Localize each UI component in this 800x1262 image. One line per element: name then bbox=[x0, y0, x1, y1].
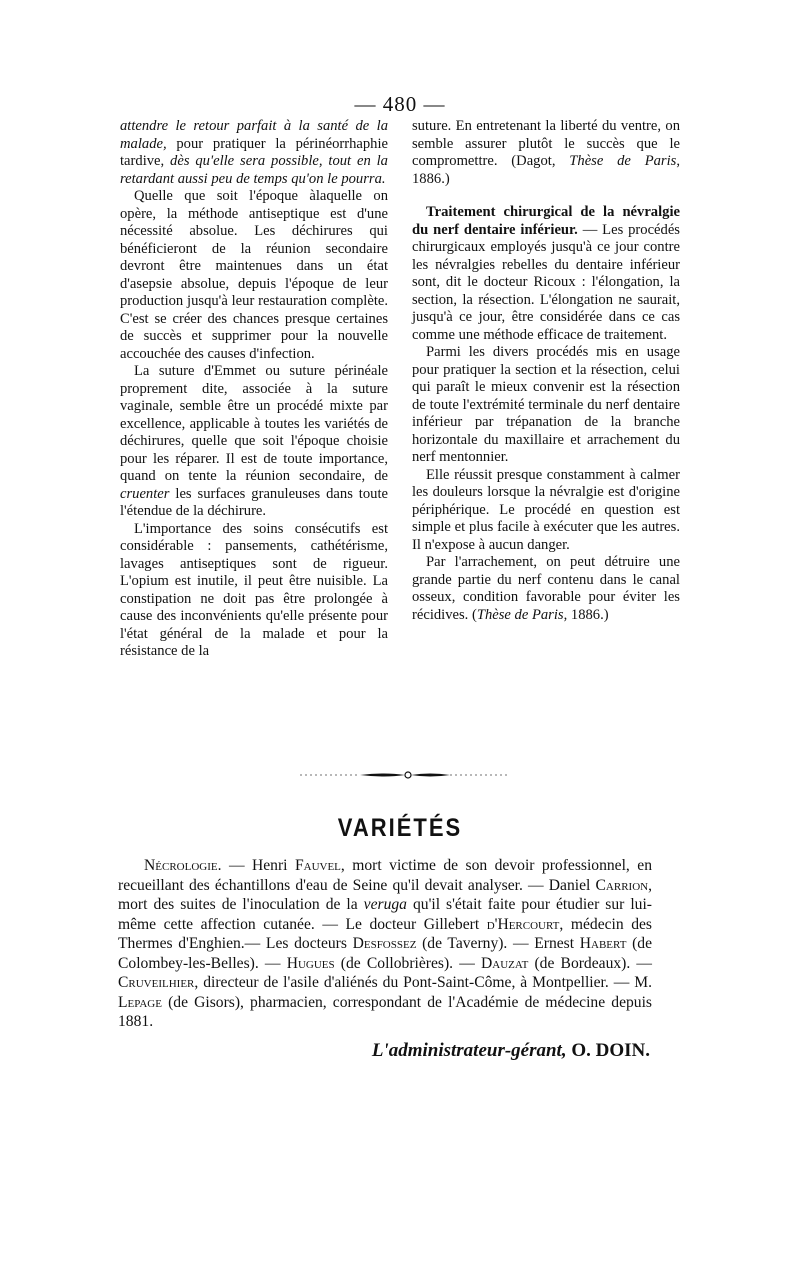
text-run: (de Taverny). — Ernest bbox=[416, 935, 580, 952]
person-name: Hugues bbox=[286, 954, 335, 972]
person-name: Desfossez bbox=[352, 935, 417, 952]
left-paragraph-4: L'importance des soins consécutifs est considérable : pansements, cathétérisme, lavages antiseptiques sont de rigueur. L'opium est inutile, il peut être nuisible. La constipation ne doit pas être prolongée à cause des inconvénients qu'elle présente pour l'état général de la malade et pour la résistance de la bbox=[120, 520, 388, 659]
italic-term: veruga bbox=[363, 896, 407, 913]
left-p3-italic: cruenter bbox=[120, 485, 170, 502]
left-p3-a: La suture d'Emmet ou suture périnéale proprement dite, associée à la suture vaginale, semble être un procédé mixte par excellence, applicable à toutes les variétés de déchirures, quelle que soit l'époque choisie pour les réparer. Il est de toute importance, quand on tente la réunion secondaire, de bbox=[120, 363, 388, 484]
right-column bbox=[412, 118, 680, 624]
left-p1-italic-b: dès qu'elle sera possible, tout en la retardant aussi peu de temps qu'on le pourra. bbox=[120, 153, 388, 187]
left-paragraph-2: Quelle que soit l'époque àlaquelle on opère, la méthode antiseptique est d'une nécessité absolue. Les déchirures qui bénéficieront de la réunion secondaire devront être maintenues dans un état d'asepsie absolue, depuis l'époque de leur production jusqu'à leur restauration complète. C'est se créer des chances presque certaines de succès et supprimer pour la nouvelle accouchée des causes d'infection. bbox=[120, 188, 388, 362]
text-run: (de Bordeaux). — bbox=[528, 954, 653, 972]
person-name: Lepage bbox=[118, 993, 162, 1011]
text-run: (de Collobrières). — bbox=[334, 954, 481, 972]
right-paragraph-4: Elle réussit presque constamment à calmer les douleurs lorsque la névralgie est d'origine périphérique. Le procédé en question est simple et plus facile à exécuter que les autres. Il n'expose à aucun danger. bbox=[412, 466, 680, 553]
person-name: Habert bbox=[579, 935, 627, 952]
text-run: (de Colombey-les-Belles). — bbox=[118, 935, 652, 972]
text-run: — Henri bbox=[221, 857, 295, 874]
right-p1-c: , 1886.) bbox=[412, 153, 680, 187]
article-heading: Traitement chirurgical de la névralgie du nerf dentaire inférieur. bbox=[412, 204, 680, 238]
text-run: , mort des suites de l'inoculation de la bbox=[118, 876, 652, 913]
left-p1-roman: pour pratiquer la périnéorrhaphie tardive, bbox=[120, 135, 388, 169]
right-paragraph-2 bbox=[412, 204, 680, 344]
right-p1-italic: Thèse de Paris bbox=[569, 153, 677, 169]
page-number: — 480 — bbox=[354, 92, 446, 116]
right-p1-a: suture. En entretenant la liberté du ventre, on semble assurer plutôt le succès que le compromettre. (Dagot, bbox=[412, 118, 680, 169]
necrology-paragraph bbox=[118, 856, 652, 1032]
left-column bbox=[120, 118, 388, 661]
person-name: Dauzat bbox=[480, 954, 529, 972]
text-run: (de Gisors), pharmacien, correspondant de l'Académie de médecine depuis 1881. bbox=[118, 993, 652, 1030]
section-body bbox=[118, 856, 652, 1032]
divider-ornament-icon bbox=[300, 770, 510, 780]
text-run: , directeur de l'asile d'aliénés du Pont-Saint-Côme, à Montpellier. — M. bbox=[194, 974, 652, 991]
right-paragraph-3: Parmi les divers procédés mis en usage pour pratiquer la section et la résection, celui qui paraît le mieux convenir est la résection de toute l'extrémité terminale du nerf dentaire inférieur par trépanation de la branche horizontale du maxillaire et arrachement du nerf mentonnier. bbox=[412, 344, 680, 465]
right-paragraph-1 bbox=[412, 118, 680, 188]
right-p5-c: , 1886.) bbox=[563, 606, 609, 623]
signature bbox=[372, 1040, 650, 1062]
right-p2-text: — Les procédés chirurgicaux employés jusqu'à ce jour contre les névralgies rebelles du dentaire inférieur sont, dit le docteur Ricoux : l'élongation, la section, la résection. L'élongation ne saurait, jusqu'à ce jour, être considérée dans ce cas comme une méthode efficace de traitement. bbox=[412, 221, 680, 343]
left-paragraph-1 bbox=[120, 118, 388, 188]
person-name: d'Hercourt bbox=[486, 915, 560, 933]
person-name: Cruveilhier bbox=[118, 974, 195, 991]
left-paragraph-3 bbox=[120, 363, 388, 521]
text-run: qu'il s'était faite pour étudier sur lui-même cette affection cutanée. — Le docteur Gillebert bbox=[118, 896, 652, 933]
text-run: , médecin des Thermes d'Enghien.— Les docteurs bbox=[118, 915, 652, 952]
left-p1-italic-a: attendre le retour parfait à la santé de la malade, bbox=[120, 118, 388, 152]
signature-name: O. DOIN. bbox=[571, 1040, 650, 1061]
signature-role: L'administrateur-gérant, bbox=[371, 1040, 567, 1061]
person-name: Fauvel bbox=[294, 857, 341, 874]
left-p3-c: les surfaces granuleuses dans toute l'étendue de la déchirure. bbox=[120, 485, 388, 519]
person-name: Carrion bbox=[595, 876, 649, 894]
section-title: VARIÉTÉS bbox=[337, 813, 463, 842]
right-p5-a: Par l'arrachement, on peut détruire une grande partie du nerf contenu dans le canal osseux, condition favorable pour éviter les récidives. ( bbox=[412, 554, 680, 623]
text-run: , mort victime de son devoir professionnel, en recueillant des échantillons d'eau de Seine qu'il devait analyser. — Daniel bbox=[118, 857, 652, 894]
necrology-heading: Nécrologie. bbox=[144, 857, 222, 874]
right-paragraph-5 bbox=[412, 554, 680, 624]
right-p5-italic: Thèse de Paris bbox=[476, 606, 564, 623]
